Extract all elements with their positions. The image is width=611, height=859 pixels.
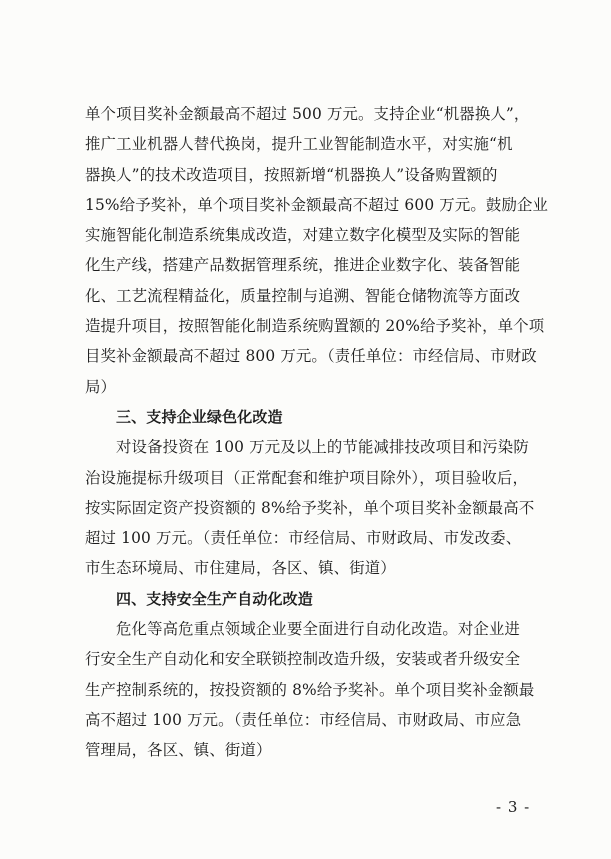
paragraph-line: 实施智能化制造系统集成改造，对建立数字化模型及实际的智能 <box>85 226 521 245</box>
paragraph-line: 按实际固定资产投资额的 8%给予奖补，单个项目奖补金额最高不 <box>85 498 535 517</box>
section-heading: 四、支持安全生产自动化改造 <box>116 589 313 608</box>
section-heading: 三、支持企业绿色化改造 <box>116 407 283 426</box>
paragraph-line: 化、工艺流程精益化，质量控制与追溯、智能仓储物流等方面改 <box>85 286 521 305</box>
paragraph-line: 对设备投资在 100 万元及以上的节能减排技改项目和污染防 <box>116 438 529 457</box>
paragraph-line: 危化等高危重点领域企业要全面进行自动化改造。对企业进 <box>116 620 521 639</box>
paragraph-line: 15%给予奖补，单个项目奖补金额最高不超过 600 万元。鼓励企业 <box>85 195 549 214</box>
paragraph-line: 推广工业机器人替代换岗，提升工业智能制造水平，对实施“机 <box>85 135 513 154</box>
paragraph-line: 化生产线，搭建产品数据管理系统，推进企业数字化、装备智能 <box>85 256 521 275</box>
paragraph-line: 治设施提标升级项目（正常配套和维护项目除外），项目验收后， <box>85 468 528 487</box>
paragraph-line: 单个项目奖补金额最高不超过 500 万元。支持企业“机器换人”， <box>85 105 530 123</box>
paragraph-line: 超过 100 万元。（责任单位：市经信局、市财政局、市发改委、 <box>85 529 522 548</box>
paragraph-line: 高不超过 100 万元。（责任单位：市经信局、市财政局、市应急 <box>85 710 522 729</box>
paragraph-line: 目奖补金额最高不超过 800 万元。（责任单位：市经信局、市财政 <box>85 347 537 366</box>
page-number: - 3 - <box>496 798 531 816</box>
paragraph-line: 局） <box>85 377 117 396</box>
paragraph-line: 管理局，各区、镇、街道） <box>85 741 272 760</box>
document-body <box>85 99 547 766</box>
paragraph-line: 器换人”的技术改造项目，按照新增“机器换人”设备购置额的 <box>85 165 498 184</box>
paragraph-line: 造提升项目，按照智能化制造系统购置额的 20%给予奖补，单个项 <box>85 317 545 336</box>
paragraph-line: 市生态环境局、市住建局，各区、镇、街道） <box>85 559 396 578</box>
paragraph-line: 行安全生产自动化和安全联锁控制改造升级，安装或者升级安全 <box>85 650 521 669</box>
paragraph-line: 生产控制系统的，按投资额的 8%给予奖补。单个项目奖补金额最 <box>85 680 535 699</box>
